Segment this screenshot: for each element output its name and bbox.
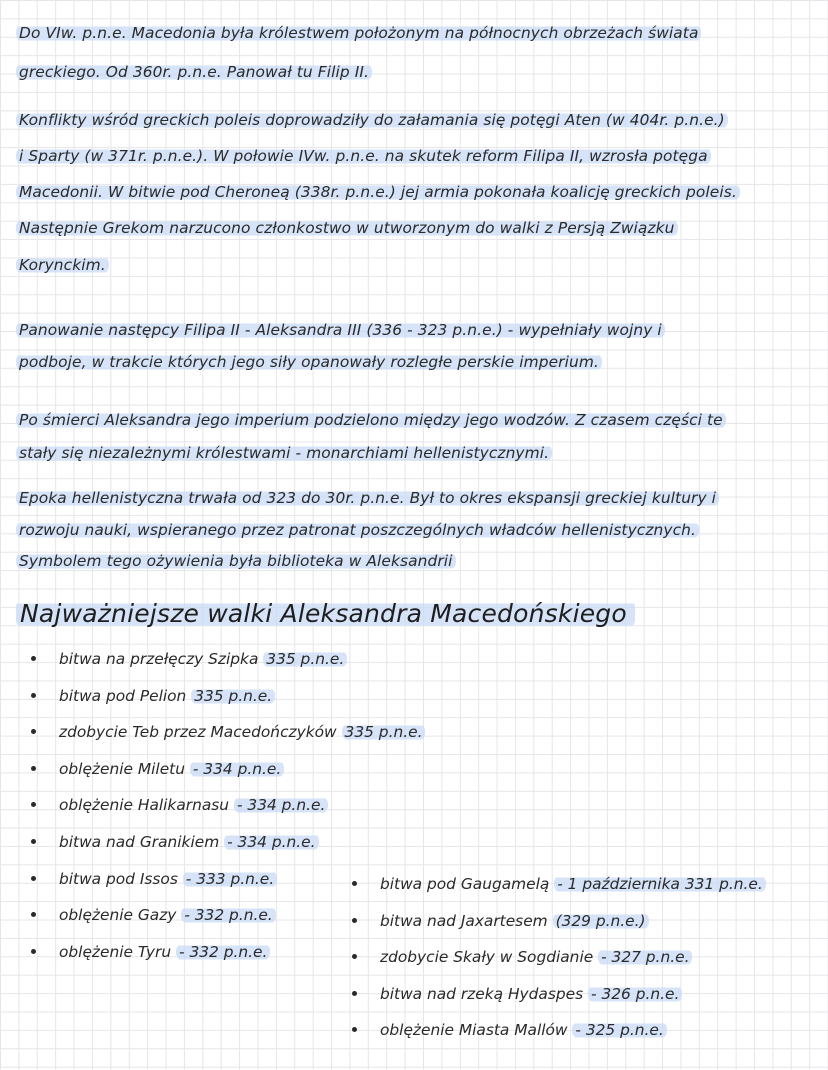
paragraph-3-line-1: Panowanie następcy Filipa II - Aleksandra III (336 - 323 p.n.e.) - wypełniały wojny i — [16, 320, 665, 340]
battle-name: bitwa pod Gaugamelą — [380, 875, 555, 893]
battle-date: - 334 p.n.e. — [234, 796, 328, 814]
bullet-icon — [352, 991, 357, 996]
paragraph-4-line-1: Po śmierci Aleksandra jego imperium podzielono między jego wodzów. Z czasem części te — [16, 410, 726, 430]
battle-date: - 332 p.n.e. — [181, 906, 275, 924]
battle-date: - 326 p.n.e. — [588, 985, 682, 1003]
paragraph-1-line-2: greckiego. Od 360r. p.n.e. Panował tu Filip II. — [16, 62, 372, 82]
battle-date: 335 p.n.e. — [191, 687, 275, 705]
battle-date: - 334 p.n.e. — [190, 760, 284, 778]
bullet-icon — [31, 729, 36, 734]
battle-date: 335 p.n.e. — [342, 723, 426, 741]
battle-name: bitwa nad Granikiem — [59, 832, 225, 851]
paragraph-1-line-1: Do VIw. p.n.e. Macedonia była królestwem położonym na północnych obrzeżach świata — [16, 23, 701, 43]
bullet-icon — [31, 949, 36, 954]
battle-name: bitwa nad rzeką Hydaspes — [380, 984, 588, 1003]
battle-date: - 327 p.n.e. — [598, 948, 692, 966]
paragraph-2-line-3: Macedonii. W bitwie pod Cheroneą (338r. p.n.e.) jej armia pokonała koalicję greckich poleis. — [16, 182, 740, 202]
battle-date: 335 p.n.e. — [263, 650, 347, 668]
bullet-icon — [31, 656, 36, 661]
battle-date: - 1 października 331 p.n.e. — [554, 875, 766, 893]
battle-name: oblężenie Miletu — [59, 759, 190, 778]
paragraph-4-line-2: stały się niezależnymi królestwami - monarchiami hellenistycznymi. — [16, 443, 552, 463]
battle-date: - 325 p.n.e. — [572, 1021, 666, 1039]
paragraph-2-line-4: Następnie Grekom narzucono członkostwo w utworzonym do walki z Persją Związku — [16, 218, 678, 238]
bullet-icon — [31, 693, 36, 698]
battle-name: zdobycie Skały w Sogdianie — [380, 948, 599, 967]
section-heading: Najważniejsze walki Aleksandra Macedońskiego — [16, 596, 635, 632]
battle-name: bitwa nad Jaxartesem — [380, 911, 553, 930]
bullet-icon — [352, 918, 357, 923]
bullet-icon — [352, 954, 357, 959]
bullet-icon — [31, 766, 36, 771]
paragraph-3-line-2: podboje, w trakcie których jego siły opanowały rozległe perskie imperium. — [16, 352, 602, 372]
battle-name: zdobycie Teb przez Macedończyków — [59, 723, 342, 742]
battle-name: bitwa na przełęczy Szipka — [59, 650, 264, 668]
paragraph-2-line-1: Konflikty wśród greckich poleis doprowadziły do załamania się potęgi Aten (w 404r. p.n.e.) — [16, 110, 728, 130]
paragraph-5-line-2: rozwoju nauki, wspieranego przez patronat poszczególnych władców hellenistycznych. — [16, 520, 699, 540]
battle-name: oblężenie Gazy — [59, 906, 182, 925]
battle-date: (329 p.n.e.) — [553, 912, 649, 930]
bullet-icon — [352, 1027, 357, 1032]
paragraph-2-line-5: Korynckim. — [16, 255, 109, 275]
paragraph-5-line-3: Symbolem tego ożywienia była biblioteka w Aleksandrii — [16, 551, 456, 571]
paragraph-5-line-1: Epoka hellenistyczna trwała od 323 do 30r. p.n.e. Był to okres ekspansji greckiej kultury i — [16, 488, 719, 508]
battle-date: - 333 p.n.e. — [183, 870, 277, 888]
bullet-icon — [352, 881, 357, 886]
battle-name: bitwa pod Issos — [59, 869, 183, 888]
bullet-icon — [31, 802, 36, 807]
battle-name: oblężenie Tyru — [59, 942, 177, 961]
bullet-icon — [31, 876, 36, 881]
bullet-icon — [31, 839, 36, 844]
battle-date: - 334 p.n.e. — [224, 833, 318, 851]
battle-date: - 332 p.n.e. — [176, 943, 270, 961]
paragraph-2-line-2: i Sparty (w 371r. p.n.e.). W połowie IVw. p.n.e. na skutek reform Filipa II, wzrosła potęga — [16, 146, 711, 166]
battle-name: oblężenie Miasta Mallów — [380, 1021, 573, 1040]
battle-name: bitwa pod Pelion — [59, 686, 192, 705]
battle-name: oblężenie Halikarnasu — [59, 796, 234, 815]
bullet-icon — [31, 912, 36, 917]
